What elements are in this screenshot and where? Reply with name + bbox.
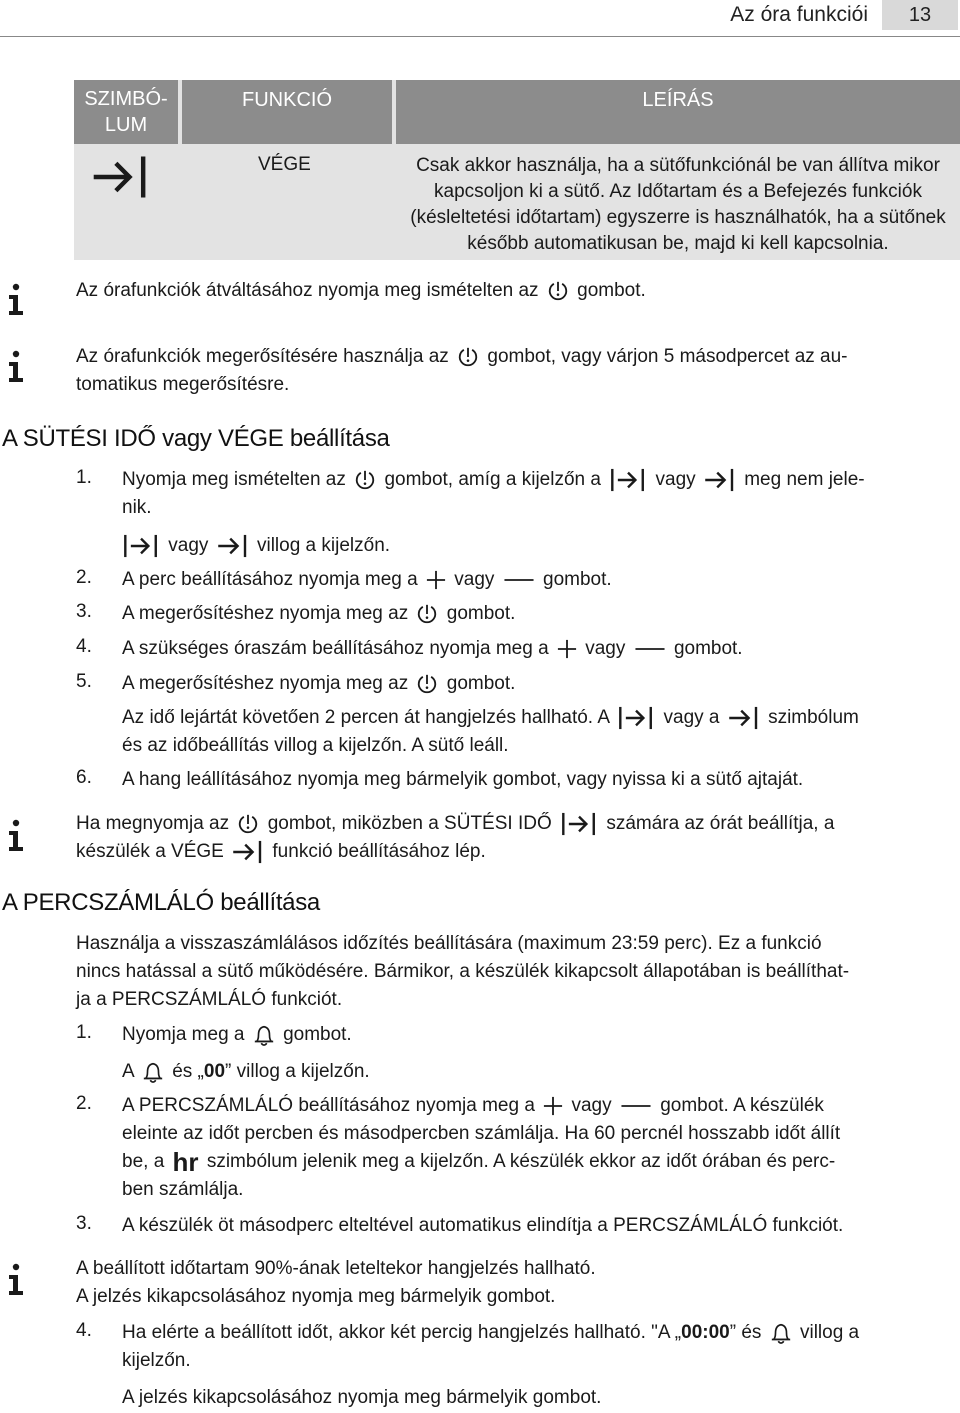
step-number: 3. — [76, 601, 92, 622]
minus-icon — [634, 639, 666, 659]
step-text: be, a — [122, 1151, 165, 1172]
intro-text: nincs hatással a sütő működésére. Bármikor, a készülék kikapcsolt állapotában is beállíthat- — [76, 961, 850, 982]
plus-icon — [557, 639, 577, 659]
page-number: 13 — [882, 0, 958, 30]
step-text: és az időbeállítás villog a kijelzőn. A sütő leáll. — [122, 735, 509, 756]
step-1 — [122, 466, 942, 522]
step-number: 5. — [76, 671, 92, 692]
note-timer — [76, 1255, 946, 1311]
display-value: 00 — [203, 1061, 226, 1082]
step-text: Ha elérte a beállított időt, akkor két percig hangjelzés hallható. "A „ — [122, 1322, 682, 1343]
step-text: gombot. — [283, 1024, 352, 1045]
clock-button-icon — [237, 813, 259, 835]
end-icon — [232, 840, 264, 864]
timer-step-4-note: A jelzés kikapcsolásához nyomja meg bármelyik gombot. — [122, 1387, 602, 1408]
step-6: A hang leállításához nyomja meg bármelyik gombot, vagy nyissa ki a sütő ajtaját. — [122, 769, 804, 790]
step-number: 1. — [76, 1022, 92, 1043]
step-text: eleinte az időt percben és másodpercben számlálja. Ha 60 percnél hosszabb időt állít — [122, 1123, 841, 1144]
info-icon — [3, 282, 29, 316]
step-text: gombot. — [446, 673, 516, 694]
table-cell-description: Csak akkor használja, ha a sütőfunkciónál be van állítva mikor kapcsoljon ki a sütő. Az Időtartam és a Befejezés funkciók (késleltetési időtartam) egyszerre is használhatók, ha a sütőnek később automatikusan be, majd ki kell kapcsolnia. — [410, 155, 946, 254]
step-text: villog a — [799, 1322, 860, 1343]
intro-text: Használja a visszaszámlálásos időzítés beállítására (maximum 23:59 perc). Ez a funkció — [76, 933, 822, 954]
info-icon — [3, 349, 29, 383]
table-cell-function: VÉGE — [258, 154, 311, 175]
step-text: gombot, amíg a kijelzőn a — [384, 469, 601, 490]
step-text: A perc beállításához nyomja meg a — [122, 569, 418, 590]
end-icon — [217, 534, 249, 558]
step-text: szimbólum jelenik meg a kijelzőn. A készülék ekkor az időt órában és perc- — [206, 1151, 836, 1172]
step-text: vagy — [454, 569, 495, 590]
section-title-timer: A PERCSZÁMLÁLÓ beállítása — [2, 889, 320, 916]
note-text: A jelzés kikapcsolásához nyomja meg bármelyik gombot. — [76, 1286, 556, 1307]
step-text: A szükséges óraszám beállításához nyomja meg a — [122, 638, 549, 659]
step-text: ” és — [729, 1322, 762, 1343]
minus-icon — [620, 1096, 652, 1116]
step-text: vagy a — [663, 707, 720, 728]
step-number: 2. — [76, 567, 92, 588]
step-text: szimbólum — [768, 707, 859, 728]
timer-step-1 — [122, 1021, 942, 1049]
step-text: A — [122, 1061, 134, 1082]
clock-button-icon — [457, 346, 479, 368]
note-text: Az órafunkciók megerősítésére használja az — [76, 346, 449, 367]
step-text: gombot. — [673, 638, 743, 659]
end-icon — [728, 706, 760, 730]
info-icon — [3, 818, 29, 852]
section-title-cooking-time: A SÜTÉSI IDŐ vagy VÉGE beállítása — [2, 425, 390, 452]
bell-icon — [142, 1060, 164, 1084]
page-header-title: Az óra funkciói — [730, 3, 868, 26]
step-text: ” villog a kijelzőn. — [225, 1061, 370, 1082]
bell-icon — [253, 1023, 275, 1047]
table-header-function: FUNKCIÓ — [182, 80, 392, 144]
step-text: A PERCSZÁMLÁLÓ beállításához nyomja meg a — [122, 1095, 535, 1116]
step-text: meg nem jele- — [744, 469, 865, 490]
note-switch-functions — [76, 277, 946, 305]
step-text: A megerősítéshez nyomja meg az — [122, 673, 409, 694]
intro-text: ja a PERCSZÁMLÁLÓ funkciót. — [76, 989, 343, 1010]
step-3 — [122, 600, 942, 628]
display-value: 00:00 — [681, 1322, 730, 1343]
duration-icon — [560, 812, 598, 836]
step-number: 4. — [76, 1320, 92, 1341]
note-text: funkció beállításához lép. — [272, 841, 486, 862]
note-text: gombot. — [577, 280, 646, 301]
timer-step-4 — [122, 1319, 942, 1375]
plus-icon — [426, 570, 446, 590]
step-text: gombot. A készülék — [660, 1095, 824, 1116]
step-text: villog a kijelzőn. — [256, 535, 391, 556]
step-4 — [122, 635, 942, 663]
duration-icon — [609, 468, 647, 492]
step-text: vagy — [655, 469, 696, 490]
clock-button-icon — [354, 469, 376, 491]
step-number: 6. — [76, 767, 92, 788]
duration-icon — [617, 706, 655, 730]
table-header-description: LEÍRÁS — [396, 80, 960, 144]
step-5-note — [122, 704, 942, 760]
note-text: tomatikus megerősítésre. — [76, 374, 290, 395]
timer-intro — [76, 930, 946, 1014]
note-text: gombot, miközben a SÜTÉSI IDŐ — [267, 813, 552, 834]
clock-button-icon — [547, 280, 569, 302]
header-divider — [0, 36, 960, 37]
step-text: Az idő lejártát követően 2 percen át hangjelzés hallható. A — [122, 707, 609, 728]
note-text: A beállított időtartam 90%-ának leteltekor hangjelzés hallható. — [76, 1258, 596, 1279]
step-2 — [122, 566, 942, 594]
clock-button-icon — [416, 603, 438, 625]
bell-icon — [770, 1321, 792, 1345]
step-text: Nyomja meg a — [122, 1024, 245, 1045]
note-text: számára az órát beállítja, a — [606, 813, 835, 834]
symbol-table — [74, 80, 960, 260]
note-cooking-time — [76, 810, 946, 866]
timer-step-2 — [122, 1092, 942, 1204]
step-text: A megerősítéshez nyomja meg az — [122, 603, 409, 624]
note-text: Ha megnyomja az — [76, 813, 230, 834]
minus-icon — [503, 570, 535, 590]
note-text: készülék a VÉGE — [76, 841, 224, 862]
step-number: 1. — [76, 467, 92, 488]
step-5 — [122, 670, 942, 698]
timer-step-1-note — [122, 1058, 942, 1086]
step-text: vagy — [571, 1095, 612, 1116]
step-1-note — [122, 532, 942, 560]
note-confirm — [76, 343, 946, 399]
table-header-symbol: SZIMBÓ-LUM — [74, 80, 178, 144]
end-arrow-icon — [92, 154, 150, 206]
note-text: gombot, vagy várjon 5 másodpercet az au- — [487, 346, 848, 367]
note-text: Az órafunkciók átváltásához nyomja meg ismételten az — [76, 280, 539, 301]
plus-icon — [543, 1096, 563, 1116]
hr-icon: hr — [172, 1146, 199, 1177]
step-text: és „ — [172, 1061, 204, 1082]
step-number: 2. — [76, 1093, 92, 1114]
step-text: gombot. — [446, 603, 516, 624]
step-text: nik. — [122, 497, 152, 518]
timer-step-3: A készülék öt másodperc elteltével automatikus elindítja a PERCSZÁMLÁLÓ funkciót. — [122, 1215, 844, 1236]
step-text: vagy — [585, 638, 626, 659]
step-number: 4. — [76, 636, 92, 657]
clock-button-icon — [416, 673, 438, 695]
step-text: kijelzőn. — [122, 1350, 191, 1371]
end-icon — [704, 468, 736, 492]
duration-icon — [122, 534, 160, 558]
step-text: ben számlálja. — [122, 1179, 244, 1200]
step-text: Nyomja meg ismételten az — [122, 469, 346, 490]
step-number: 3. — [76, 1213, 92, 1234]
info-icon — [3, 1262, 29, 1296]
step-text: vagy — [168, 535, 209, 556]
step-text: gombot. — [543, 569, 612, 590]
